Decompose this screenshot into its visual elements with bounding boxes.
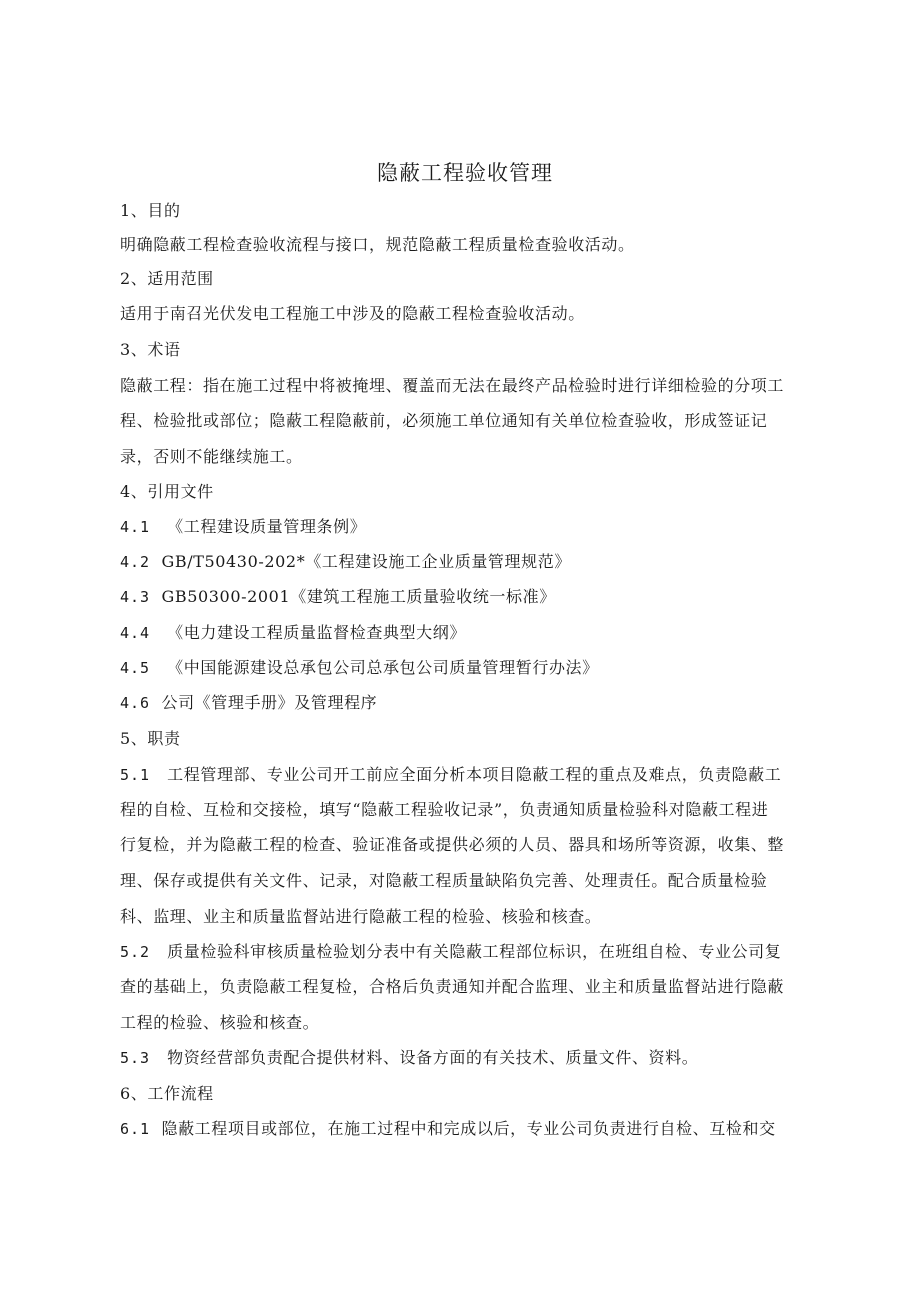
paragraph-line [120,941,810,963]
paragraph-line: 查的基础上，负责隐蔽工程复检，合格后负责通知并配合监理、业主和质量监督站进行隐蔽 [120,977,785,996]
item-number: 4.1 [120,518,151,536]
item-number: 4.4 [120,624,151,642]
section-heading-purpose: 1、目的 [120,201,181,220]
paragraph-line: 适用于南召光伏发电工程施工中涉及的隐蔽工程检查验收活动。 [120,304,585,323]
paragraph-line: 明确隐蔽工程检查验收流程与接口，规范隐蔽工程质量检查验收活动。 [120,235,635,254]
section-heading-terms: 3、术语 [120,340,181,359]
section-heading-references: 4、引用文件 [120,482,214,501]
paragraph-line: 理、保存或提供有关文件、记录，对隐蔽工程质量缺陷负完善、处理责任。配合质量检验 [120,871,768,890]
paragraph-line: 工程的检验、核验和核查。 [120,1013,320,1032]
paragraph-line [120,1118,810,1140]
section-heading-workflow: 6、工作流程 [120,1084,214,1103]
item-text: 隐蔽工程项目或部位，在施工过程中和完成以后，专业公司负责进行自检、互检和交 [161,1119,776,1138]
paragraph-line: 程、检验批或部位；隐蔽工程隐蔽前，必须施工单位通知有关单位检查验收，形成签证记 [120,411,768,430]
paragraph-line: 程的自检、互检和交接检，填写“隐蔽工程验收记录”，负责通知质量检验科对隐蔽工程进 [120,800,769,819]
item-number: 4.5 [120,659,151,677]
item-text: 《工程建设质量管理条例》 [167,517,367,536]
item-text: GB50300-2001《建筑工程施工质量验收统一标准》 [161,587,556,606]
item-text: 《中国能源建设总承包公司总承包公司质量管理暂行办法》 [167,658,599,677]
reference-item [120,586,810,608]
item-number: 4.2 [120,553,151,571]
paragraph-line [120,764,810,786]
reference-item [120,516,810,538]
item-text: 物资经营部负责配合提供材料、设备方面的有关技术、质量文件、资料。 [167,1048,699,1067]
paragraph-line: 行复检，并为隐蔽工程的检查、验证准备或提供必须的人员、器具和场所等资源，收集、整 [120,835,785,854]
paragraph-line: 科、监理、业主和质量监督站进行隐蔽工程的检验、核验和核查。 [120,907,602,926]
item-number: 4.6 [120,694,151,712]
section-heading-responsibilities: 5、职责 [120,729,181,748]
document-title: 隐蔽工程验收管理 [377,161,553,185]
item-text: GB/T50430-202*《工程建设施工企业质量管理规范》 [161,552,571,571]
item-number: 5.3 [120,1049,151,1067]
item-number: 4.3 [120,588,151,606]
item-text: 《电力建设工程质量监督检查典型大纲》 [167,623,466,642]
reference-item [120,692,810,714]
item-text: 工程管理部、专业公司开工前应全面分析本项目隐蔽工程的重点及难点，负责隐蔽工 [167,765,782,784]
item-text: 质量检验科审核质量检验划分表中有关隐蔽工程部位标识，在班组自检、专业公司复 [167,942,782,961]
item-text: 公司《管理手册》及管理程序 [161,693,378,712]
reference-item [120,657,810,679]
paragraph-line: 录，否则不能继续施工。 [120,447,303,466]
section-heading-scope: 2、适用范围 [120,269,214,288]
paragraph-line: 隐蔽工程：指在施工过程中将被掩埋、覆盖而无法在最终产品检验时进行详细检验的分项工 [120,376,785,395]
reference-item [120,551,810,573]
reference-item [120,622,810,644]
item-number: 6.1 [120,1120,151,1138]
item-number: 5.1 [120,766,151,784]
item-number: 5.2 [120,943,151,961]
paragraph-line [120,1047,810,1069]
